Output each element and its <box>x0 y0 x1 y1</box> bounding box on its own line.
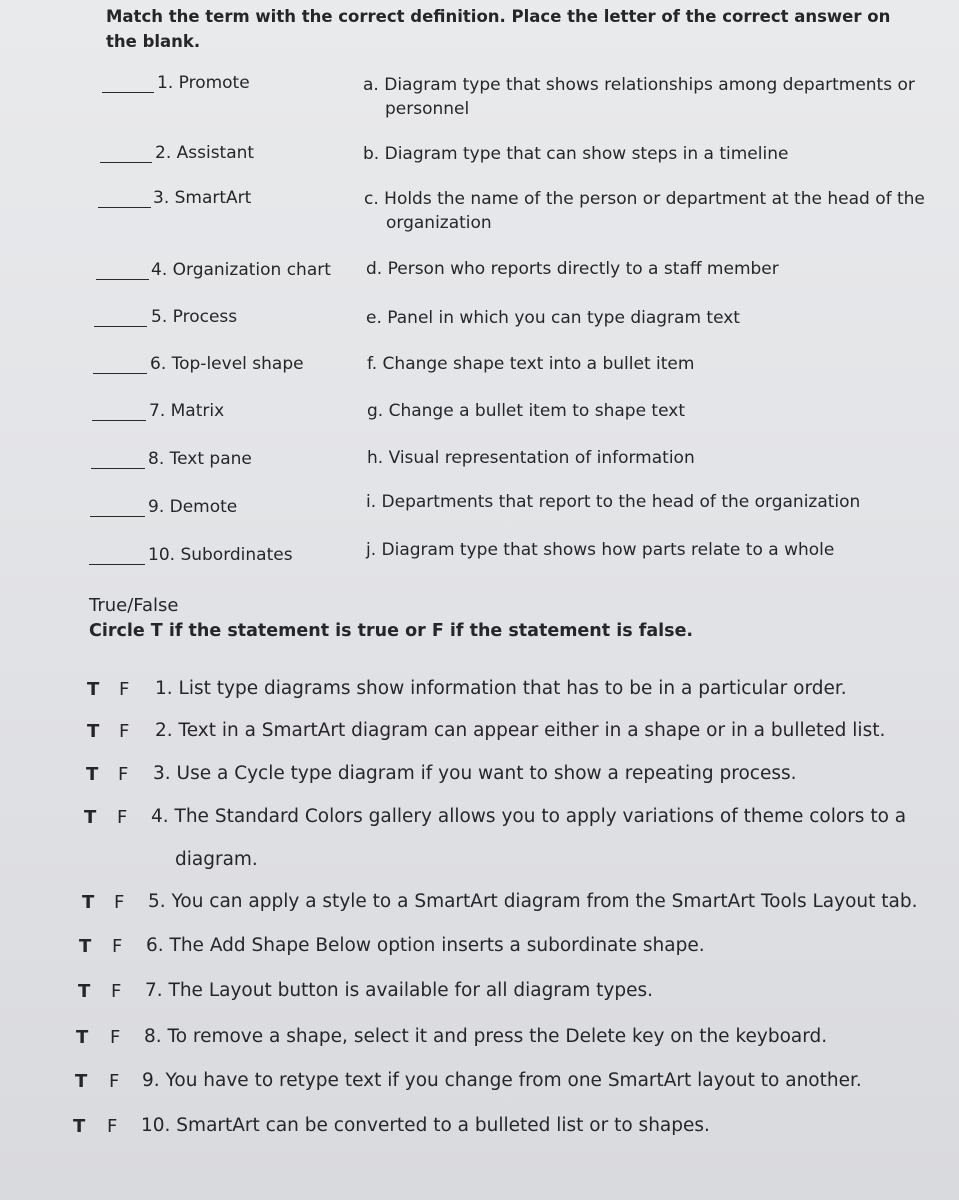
answer-blank[interactable] <box>102 76 154 93</box>
answer-blank[interactable] <box>90 500 145 517</box>
true-option[interactable]: T <box>79 936 92 957</box>
false-option[interactable]: F <box>118 764 129 785</box>
matching-term: 7. Matrix <box>149 401 225 421</box>
definition-text: a. Diagram type that shows relationships among departments or <box>363 75 915 95</box>
statement-text: 3. Use a Cycle type diagram if you want to show a repeating process. <box>153 763 797 784</box>
matching-definition <box>367 399 947 423</box>
definition-continuation: personnel <box>385 99 470 119</box>
false-option[interactable]: F <box>111 981 122 1002</box>
answer-blank[interactable] <box>93 357 147 374</box>
matching-definition <box>363 142 943 166</box>
definition-text: d. Person who reports directly to a staff member <box>366 259 779 279</box>
false-option[interactable]: F <box>112 936 123 957</box>
statement-text: 6. The Add Shape Below option inserts a subordinate shape. <box>146 935 705 956</box>
matching-definition <box>366 306 946 330</box>
definition-text: h. Visual representation of information <box>367 448 695 468</box>
matching-term: 1. Promote <box>157 73 250 93</box>
true-option[interactable]: T <box>75 1071 88 1092</box>
false-option[interactable]: F <box>107 1116 118 1137</box>
statement-text: 9. You have to retype text if you change from one SmartArt layout to another. <box>142 1070 862 1091</box>
matching-definition <box>366 257 946 281</box>
matching-definition <box>367 352 947 376</box>
statement-text: 1. List type diagrams show information that has to be in a particular order. <box>155 678 847 699</box>
true-option[interactable]: T <box>82 892 95 913</box>
definition-text: f. Change shape text into a bullet item <box>367 354 695 374</box>
definition-text: b. Diagram type that can show steps in a timeline <box>363 144 789 164</box>
matching-definition <box>363 73 943 121</box>
matching-term: 5. Process <box>151 307 238 327</box>
matching-term: 8. Text pane <box>148 449 252 469</box>
statement-continuation: diagram. <box>175 849 258 870</box>
statement-text: 7. The Layout button is available for all diagram types. <box>145 980 654 1001</box>
definition-text: j. Diagram type that shows how parts relate to a whole <box>366 540 835 560</box>
matching-definition <box>366 538 946 562</box>
false-option[interactable]: F <box>119 721 130 742</box>
true-option[interactable]: T <box>87 721 100 742</box>
true-false-heading: True/False <box>89 595 179 616</box>
matching-term: 4. Organization chart <box>151 260 331 280</box>
answer-blank[interactable] <box>100 146 152 163</box>
matching-definition <box>367 446 947 470</box>
false-option[interactable]: F <box>110 1027 121 1048</box>
statement-text: 4. The Standard Colors gallery allows you to apply variations of theme colors to a <box>151 806 907 827</box>
true-option[interactable]: T <box>73 1116 86 1137</box>
matching-term: 9. Demote <box>148 497 238 517</box>
definition-text: e. Panel in which you can type diagram text <box>366 308 740 328</box>
matching-term: 3. SmartArt <box>153 188 252 208</box>
false-option[interactable]: F <box>119 679 130 700</box>
definition-text: i. Departments that report to the head of the organization <box>366 492 861 512</box>
answer-blank[interactable] <box>89 548 145 565</box>
matching-definition <box>364 187 944 235</box>
true-option[interactable]: T <box>87 679 100 700</box>
true-option[interactable]: T <box>84 807 97 828</box>
true-option[interactable]: T <box>76 1027 89 1048</box>
definition-text: g. Change a bullet item to shape text <box>367 401 685 421</box>
statement-text: 8. To remove a shape, select it and press the Delete key on the keyboard. <box>144 1026 828 1047</box>
true-false-instructions: Circle T if the statement is true or F if the statement is false. <box>89 621 694 641</box>
matching-term: 2. Assistant <box>155 143 255 163</box>
statement-text: 2. Text in a SmartArt diagram can appear either in a shape or in a bulleted list. <box>155 720 886 741</box>
false-option[interactable]: F <box>117 807 128 828</box>
answer-blank[interactable] <box>96 263 149 280</box>
answer-blank[interactable] <box>91 452 145 469</box>
true-option[interactable]: T <box>78 981 91 1002</box>
statement-text: 5. You can apply a style to a SmartArt diagram from the SmartArt Tools Layout tab. <box>148 891 918 912</box>
matching-term: 6. Top-level shape <box>150 354 304 374</box>
true-option[interactable]: T <box>86 764 99 785</box>
false-option[interactable]: F <box>109 1071 120 1092</box>
answer-blank[interactable] <box>92 404 146 421</box>
definition-text: c. Holds the name of the person or department at the head of the <box>364 189 925 209</box>
answer-blank[interactable] <box>94 310 147 327</box>
matching-term: 10. Subordinates <box>148 545 293 565</box>
false-option[interactable]: F <box>114 892 125 913</box>
matching-definition <box>366 490 946 514</box>
matching-instructions: Match the term with the correct definition. Place the letter of the correct answer on the blank. <box>106 7 891 51</box>
statement-text: 10. SmartArt can be converted to a bulleted list or to shapes. <box>141 1115 710 1136</box>
answer-blank[interactable] <box>98 191 151 208</box>
definition-continuation: organization <box>386 213 492 233</box>
